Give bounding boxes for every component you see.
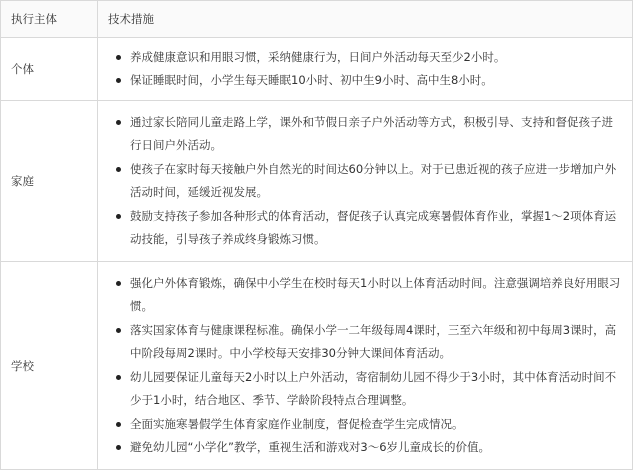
measure-text: 养成健康意识和用眼习惯，采纳健康行为，日间户外活动每天至少2小时。 <box>130 49 506 64</box>
table-row-individual <box>1 38 633 101</box>
bullet-icon <box>116 120 121 125</box>
measure-text: 全面实施寒暑假学生体育家庭作业制度，督促检查学生完成情况。 <box>130 416 464 431</box>
list-item <box>106 46 624 70</box>
list-item <box>106 319 624 366</box>
measure-text: 强化户外体育锻炼，确保中小学生在校时每天1小时以上体育活动时间。注意强调培养良好用眼习惯。 <box>130 275 621 313</box>
measure-text: 幼儿园要保证儿童每天2小时以上户外活动，寄宿制幼儿园不得少于3小时，其中体育活动时间不少于1小时，结合地区、季节、学龄阶段特点合理调整。 <box>130 369 617 407</box>
measure-text: 避免幼儿园“小学化”教学，重视生活和游戏对3～6岁儿童成长的价值。 <box>130 440 491 454</box>
measures-list <box>106 46 624 93</box>
measure-text: 通过家长陪同儿童走路上学，课外和节假日亲子户外活动等方式，积极引导、支持和督促孩子进行日间户外活动。 <box>130 114 613 152</box>
subject-cell: 个体 <box>1 38 98 101</box>
bullet-icon <box>116 445 121 450</box>
list-item <box>106 436 624 460</box>
subject-cell: 学校 <box>1 262 98 470</box>
bullet-icon <box>116 375 121 380</box>
list-item <box>106 272 624 319</box>
bullet-icon <box>116 328 121 333</box>
bullet-icon <box>116 214 121 219</box>
header-measures: 技术措施 <box>98 1 633 38</box>
bullet-icon <box>116 78 121 83</box>
table-row-family <box>1 101 633 262</box>
measure-text: 保证睡眠时间，小学生每天睡眠10小时、初中生9小时、高中生8小时。 <box>130 73 493 87</box>
measures-cell <box>98 101 633 262</box>
bullet-icon <box>116 167 121 172</box>
measure-text: 使孩子在家时每天接触户外自然光的时间达60分钟以上。对于已患近视的孩子应进一步增加户外活动时间，延缓近视发展。 <box>130 161 617 199</box>
measure-text: 落实国家体育与健康课程标准。确保小学一二年级每周4课时，三至六年级和初中每周3课时，高中阶段每周2课时。中小学校每天安排30分钟大课间体育活动。 <box>130 322 617 360</box>
list-item <box>106 205 624 252</box>
list-item <box>106 366 624 413</box>
list-item <box>106 69 624 93</box>
measures-cell <box>98 38 633 101</box>
table-row-school <box>1 262 633 470</box>
bullet-icon <box>116 281 121 286</box>
list-item <box>106 158 624 205</box>
header-subject: 执行主体 <box>1 1 98 38</box>
list-item <box>106 413 624 437</box>
measures-list <box>106 111 624 252</box>
bullet-icon <box>116 422 121 427</box>
measures-list <box>106 272 624 460</box>
measures-cell <box>98 262 633 470</box>
subject-cell: 家庭 <box>1 101 98 262</box>
measure-text: 鼓励支持孩子参加各种形式的体育活动，督促孩子认真完成寒暑假体育作业，掌握1～2项体育运动技能，引导孩子养成终身锻炼习惯。 <box>130 208 617 246</box>
header-row <box>1 1 633 38</box>
list-item <box>106 111 624 158</box>
bullet-icon <box>116 55 121 60</box>
